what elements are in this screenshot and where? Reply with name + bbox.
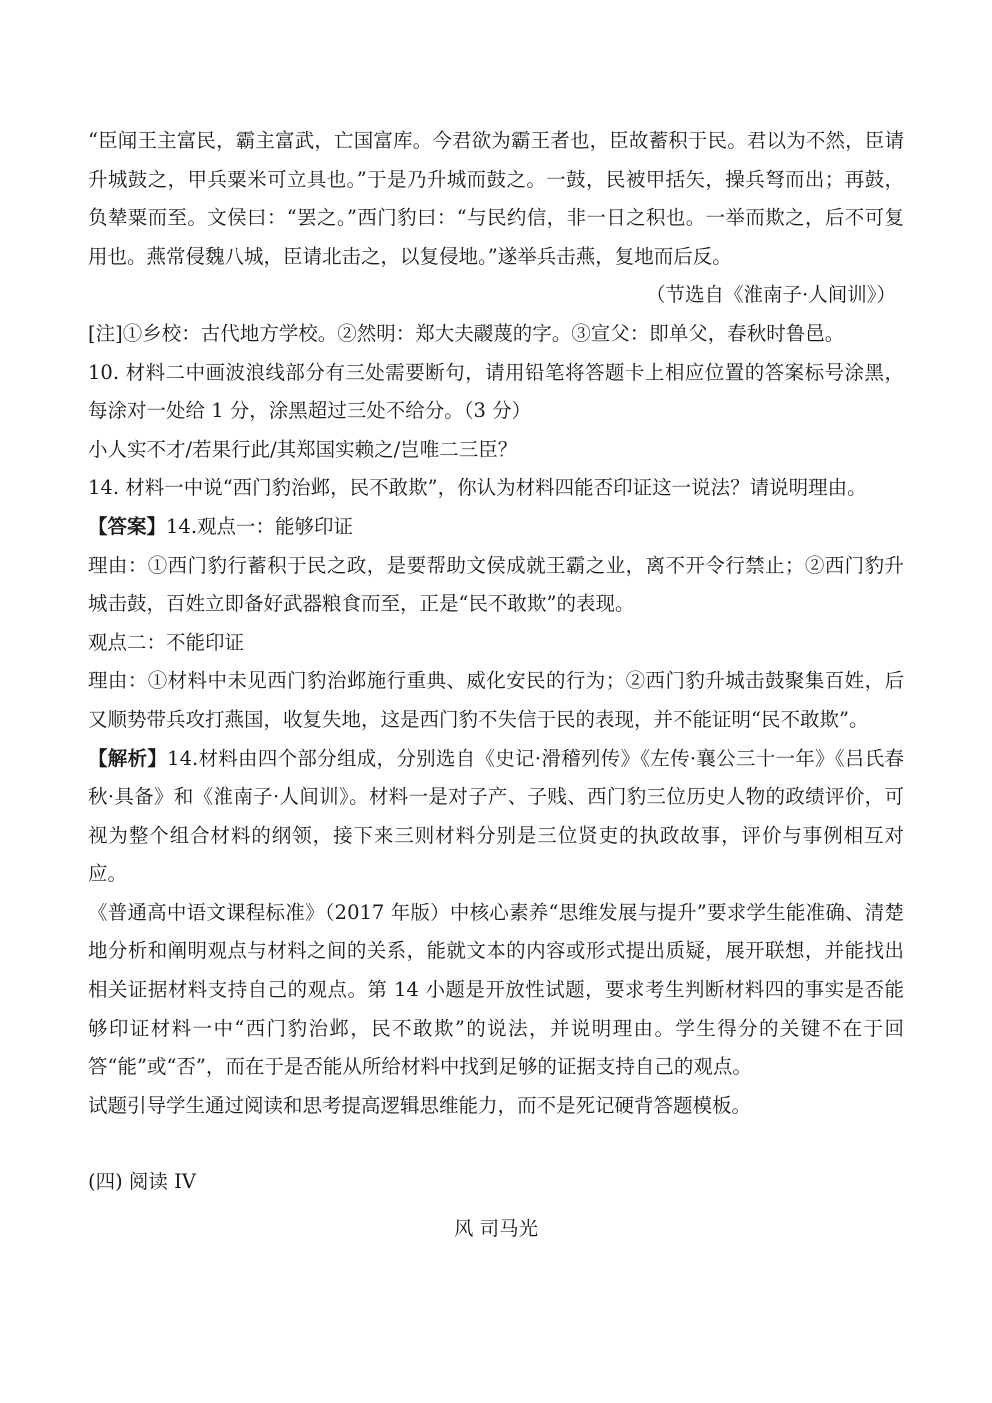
analysis-tag: 【解析】 bbox=[88, 746, 168, 770]
answer-heading bbox=[88, 508, 904, 547]
poem-title: 风 司马光 bbox=[453, 1217, 539, 1241]
answer-tag: 【答案】 bbox=[88, 514, 167, 538]
view-two: 观点二：不能印证 bbox=[88, 630, 245, 654]
question-10-answer: 小人实不才/若果行此/其郑国实赖之/岂唯二三臣？ bbox=[88, 437, 518, 461]
document-page bbox=[88, 122, 904, 1268]
reason-one: 理由：①西门豹行蓄积于民之政，是要帮助文侯成就王霸之业，离不开令行禁止；②西门豹升城击鼓，百姓立即备好武器粮食而至，正是“民不敢欺”的表现。 bbox=[88, 553, 904, 616]
analysis-text-1: 14.材料由四个部分组成，分别选自《史记·滑稽列传》《左传·襄公三十一年》《吕氏春秋·具备》和《淮南子·人间训》。材料一是对子产、子贱、西门豹三位历史人物的政绩评价，可视为整个组合材料的纲领，接下来三则材料分别是三位贤吏的执政故事，评价与事例相互对应。 bbox=[88, 746, 904, 886]
answer-view-one: 14.观点一：能够印证 bbox=[166, 514, 354, 538]
section-4-heading: (四) 阅读 IV bbox=[88, 1170, 196, 1194]
analysis-paragraph-1 bbox=[88, 740, 904, 894]
passage-note: [注]①乡校：古代地方学校。②然明：郑大夫鬷蔑的字。③宣父：即单父，春秋时鲁邑。 bbox=[88, 321, 845, 345]
question-14: 14. 材料一中说“西门豹治邺，民不敢欺”，你认为材料四能否印证这一说法？请说明理由。 bbox=[88, 476, 867, 500]
analysis-paragraph-2: 《普通高中语文课程标准》（2017 年版）中核心素养“思维发展与提升”要求学生能准确、清楚地分析和阐明观点与材料之间的关系，能就文本的内容或形式提出质疑，展开联想，并能找出相关证据材料支持自己的观点。第 14 小题是开放性试题，要求考生判断材料四的事实是否能够印证材料一中“西门豹治邺，民不敢欺”的说法，并说明理由。学生得分的关键不在于回答“能”或“否”，而在于是否能从所给材料中找到足够的证据支持自己的观点。 bbox=[88, 900, 904, 1079]
section-spacer bbox=[88, 1125, 904, 1163]
question-10: 10. 材料二中画波浪线部分有三处需要断句，请用铅笔将答题卡上相应位置的答案标号涂黑，每涂对一处给 1 分，涂黑超过三处不给分。（3 分） bbox=[88, 360, 904, 423]
passage-paragraph: “臣闻王主富民，霸主富武，亡国富库。今君欲为霸王者也，臣故蓄积于民。君以为不然，臣请升城鼓之，甲兵粟米可立具也。”于是乃升城而鼓之。一鼓，民被甲括矢，操兵弩而出；再鼓，负辇粟而至。文侯曰：“罢之。”西门豹曰：“与民约信，非一日之积也。一举而欺之，后不可复用也。燕常侵魏八城，臣请北击之，以复侵地。”遂举兵击燕，复地而后反。 bbox=[88, 129, 904, 268]
analysis-paragraph-3: 试题引导学生通过阅读和思考提高逻辑思维能力，而不是死记硬背答题模板。 bbox=[88, 1093, 752, 1117]
passage-source: （节选自《淮南子·人间训》） bbox=[646, 283, 896, 307]
reason-two: 理由：①材料中未见西门豹治邺施行重典、威化安民的行为；②西门豹升城击鼓聚集百姓，后又顺势带兵攻打燕国，收复失地，这是西门豹不失信于民的表现，并不能证明“民不敢欺”。 bbox=[88, 669, 904, 731]
